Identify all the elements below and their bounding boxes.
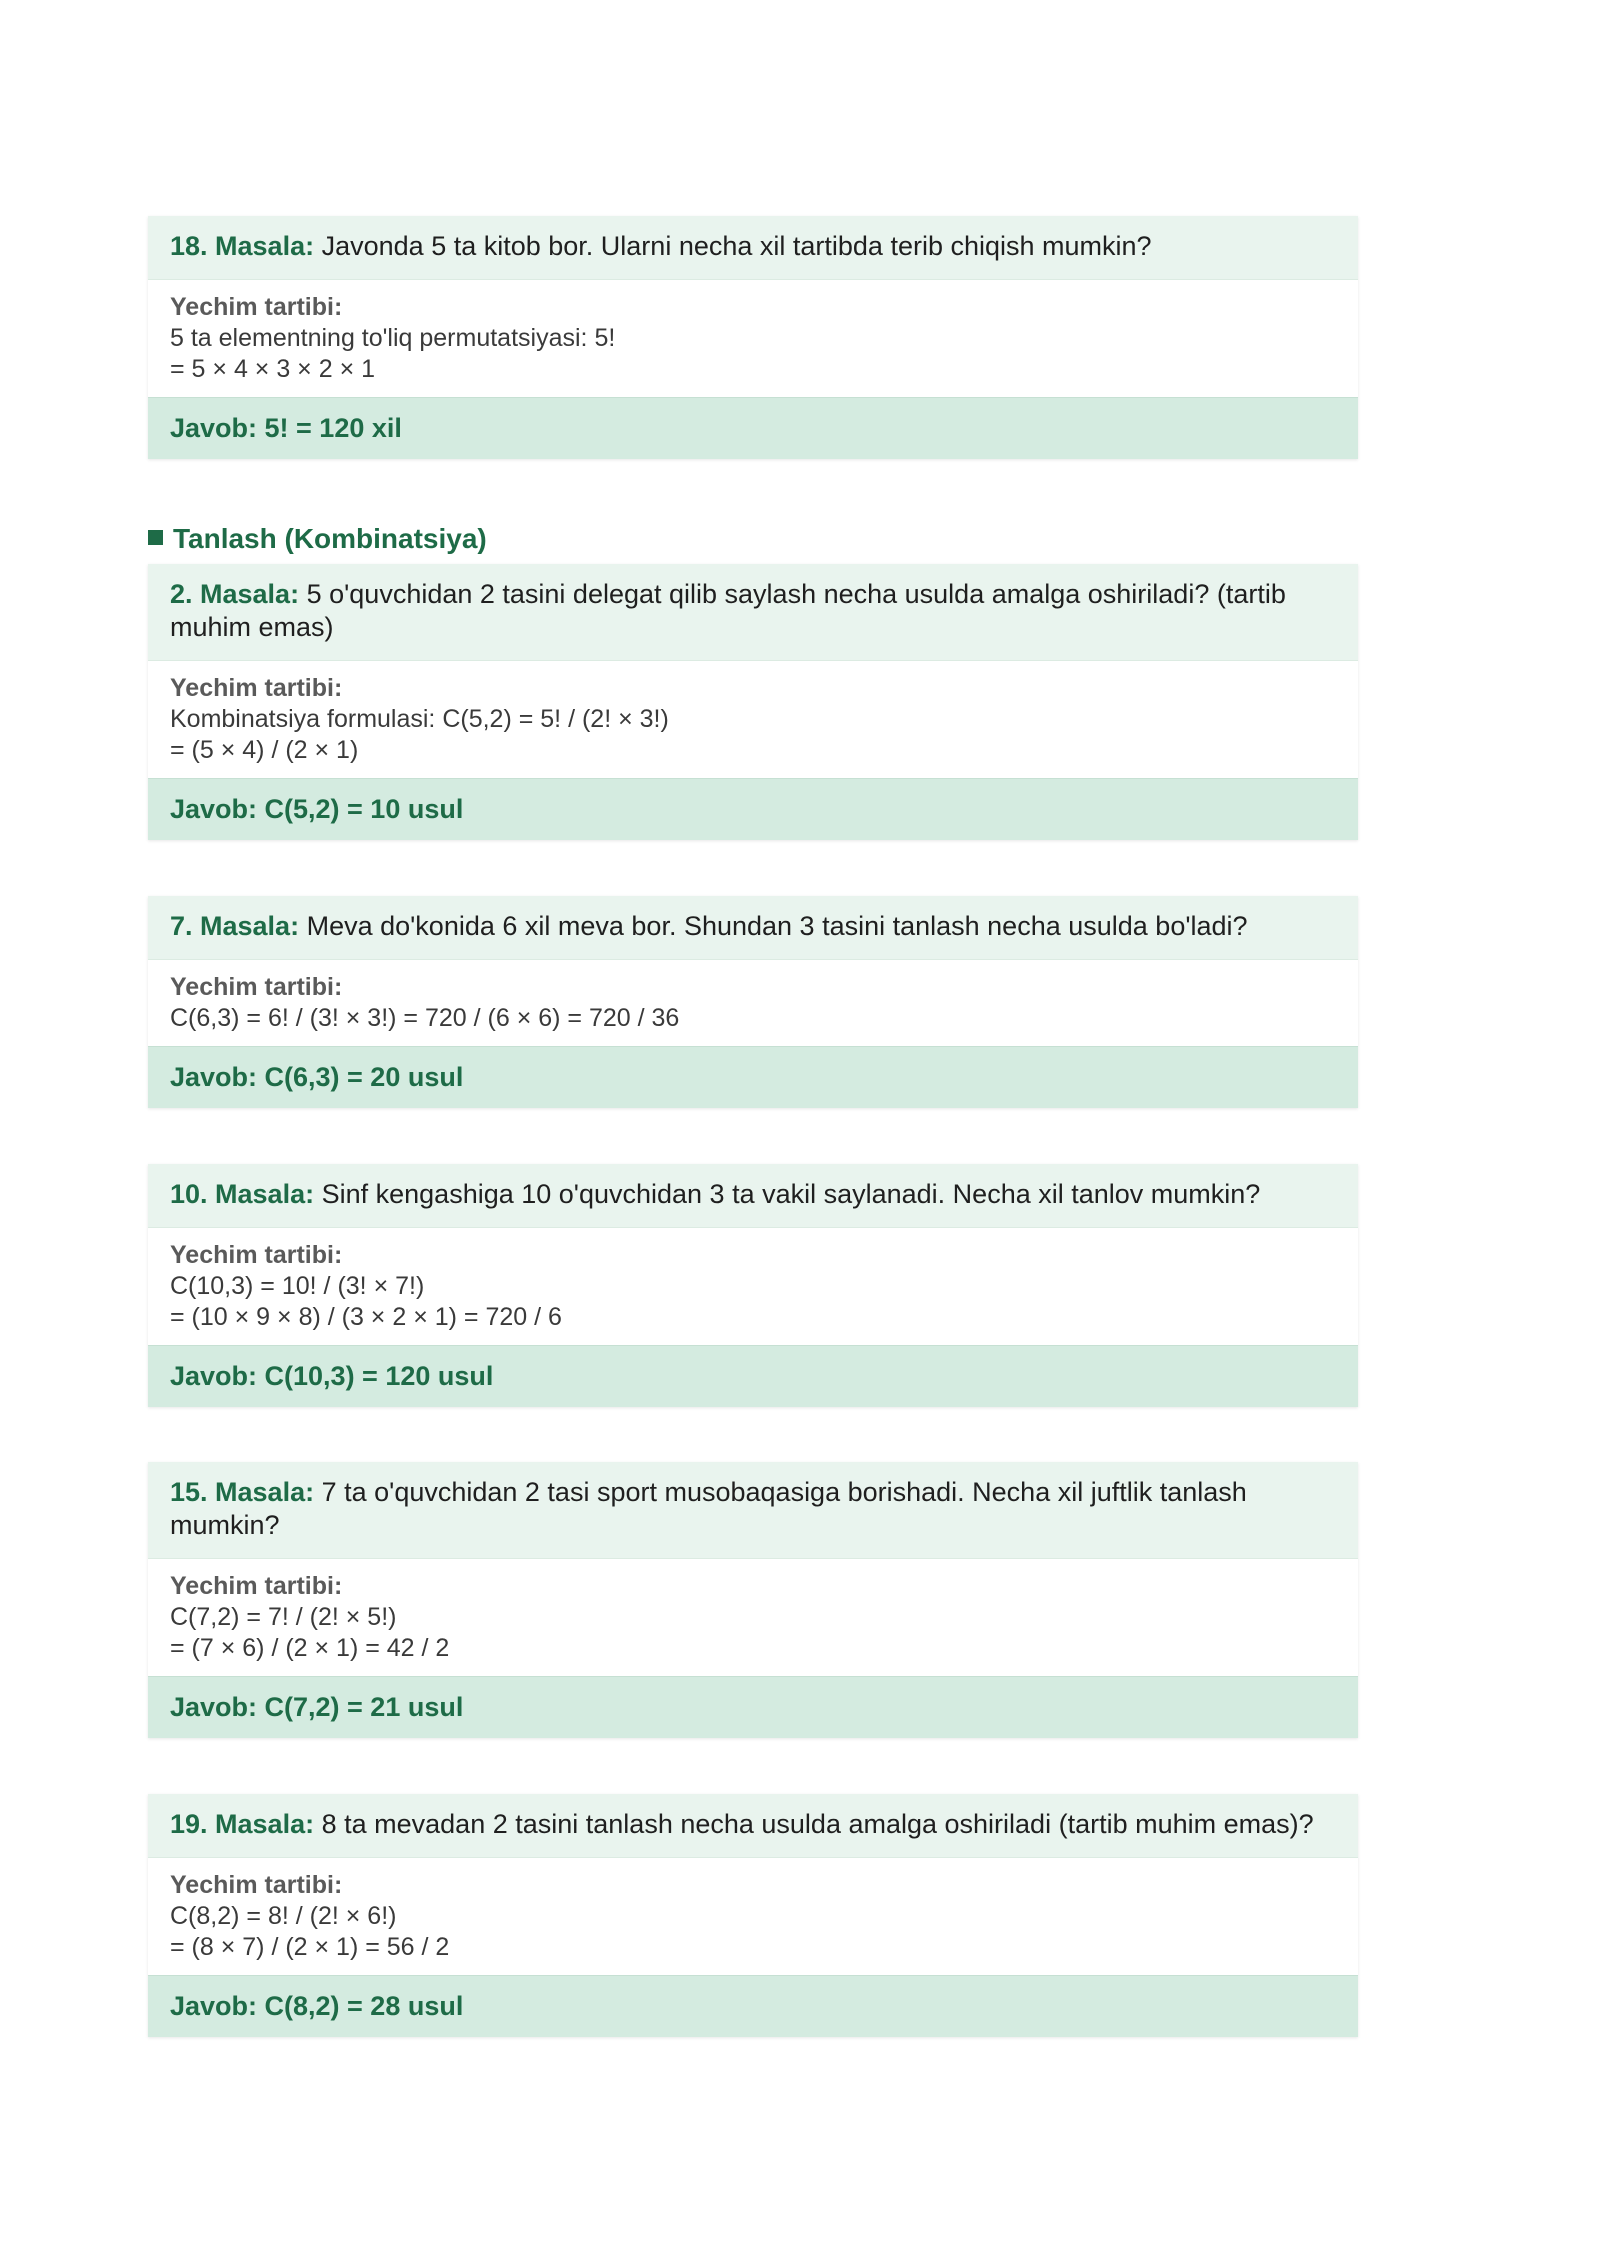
solution-step: = (10 × 9 × 8) / (3 × 2 × 1) = 720 / 6: [170, 1303, 562, 1331]
solution-block: [148, 1858, 1358, 1975]
solution-label: Yechim tartibi:: [170, 1572, 343, 1600]
problem-number: 15. Masala:: [170, 1477, 315, 1507]
solution-step: = (8 × 7) / (2 × 1) = 56 / 2: [170, 1933, 450, 1961]
problem-number: 10. Masala:: [170, 1179, 315, 1209]
problem-number: 2. Masala:: [170, 579, 300, 609]
answer-bar: Javob: C(5,2) = 10 usul: [148, 778, 1358, 840]
solution-block: [148, 661, 1358, 778]
problem-text: 5 o'quvchidan 2 tasini delegat qilib saylash necha usulda amalga oshiriladi? (tartib muhim emas): [170, 579, 1286, 642]
answer-bar: Javob: 5! = 120 xil: [148, 397, 1358, 459]
problem-question: [148, 564, 1358, 661]
section-heading: [148, 522, 487, 556]
answer-bar: Javob: C(7,2) = 21 usul: [148, 1676, 1358, 1738]
solution-step: C(10,3) = 10! / (3! × 7!): [170, 1272, 425, 1300]
problem-card: [148, 564, 1358, 840]
answer-bar: Javob: C(8,2) = 28 usul: [148, 1975, 1358, 2037]
solution-step: = (7 × 6) / (2 × 1) = 42 / 2: [170, 1634, 450, 1662]
problem-question: [148, 1462, 1358, 1559]
problem-card: [148, 1164, 1358, 1407]
solution-label: Yechim tartibi:: [170, 1871, 343, 1899]
solution-step: Kombinatsiya formulasi: C(5,2) = 5! / (2! × 3!): [170, 705, 669, 733]
problem-text: 7 ta o'quvchidan 2 tasi sport musobaqasiga borishadi. Necha xil juftlik tanlash mumkin?: [170, 1477, 1247, 1540]
solution-label: Yechim tartibi:: [170, 1241, 343, 1269]
problem-question: [148, 896, 1358, 960]
problem-text: Sinf kengashiga 10 o'quvchidan 3 ta vakil saylanadi. Necha xil tanlov mumkin?: [321, 1179, 1261, 1209]
problem-question: [148, 216, 1358, 280]
problem-text: Javonda 5 ta kitob bor. Ularni necha xil tartibda terib chiqish mumkin?: [321, 231, 1152, 261]
problem-text: Meva do'konida 6 xil meva bor. Shundan 3 tasini tanlash necha usulda bo'ladi?: [306, 911, 1248, 941]
solution-block: [148, 1228, 1358, 1345]
solution-step: C(7,2) = 7! / (2! × 5!): [170, 1603, 397, 1631]
problem-card: [148, 1794, 1358, 2037]
problem-text: 8 ta mevadan 2 tasini tanlash necha usulda amalga oshiriladi (tartib muhim emas)?: [321, 1809, 1314, 1839]
problem-number: 7. Masala:: [170, 911, 300, 941]
solution-step: C(8,2) = 8! / (2! × 6!): [170, 1902, 397, 1930]
problem-question: [148, 1164, 1358, 1228]
solution-step: 5 ta elementning to'liq permutatsiyasi: 5!: [170, 324, 616, 352]
problem-number: 19. Masala:: [170, 1809, 315, 1839]
problem-card: [148, 1462, 1358, 1738]
solution-label: Yechim tartibi:: [170, 293, 343, 321]
problem-question: [148, 1794, 1358, 1858]
answer-bar: Javob: C(6,3) = 20 usul: [148, 1046, 1358, 1108]
solution-step: = 5 × 4 × 3 × 2 × 1: [170, 355, 376, 383]
solution-label: Yechim tartibi:: [170, 674, 343, 702]
solution-block: [148, 280, 1358, 397]
problem-card: [148, 216, 1358, 459]
problem-card: [148, 896, 1358, 1108]
solution-step: C(6,3) = 6! / (3! × 3!) = 720 / (6 × 6) = 720 / 36: [170, 1004, 680, 1032]
solution-block: [148, 960, 1358, 1046]
solution-block: [148, 1559, 1358, 1676]
square-bullet-icon: [148, 530, 163, 545]
answer-bar: Javob: C(10,3) = 120 usul: [148, 1345, 1358, 1407]
problem-number: 18. Masala:: [170, 231, 315, 261]
solution-step: = (5 × 4) / (2 × 1): [170, 736, 359, 764]
section-title: Tanlash (Kombinatsiya): [173, 523, 487, 554]
solution-label: Yechim tartibi:: [170, 973, 343, 1001]
